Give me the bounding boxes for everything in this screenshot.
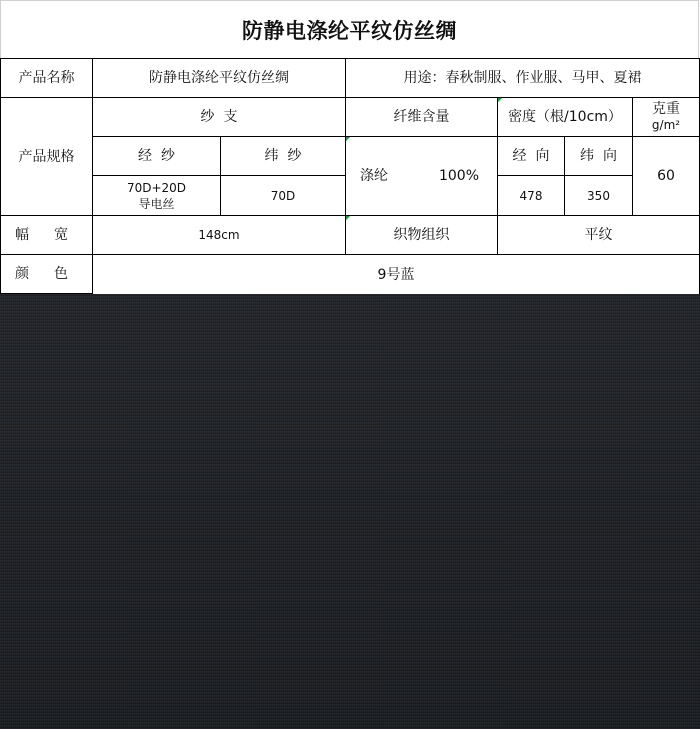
weight-value-text: 60 (657, 168, 675, 184)
warp-yarn-value (92, 175, 221, 216)
product-name-value (92, 58, 346, 98)
product-name-label (0, 58, 93, 98)
warp-yarn-value-line2: 导电丝 (138, 196, 175, 211)
weft-density-label-text: 纬 向 (580, 148, 617, 164)
weft-density-value-text: 350 (587, 188, 610, 203)
weft-density-label (564, 136, 633, 176)
fabric-swatch-photo (0, 294, 700, 729)
warp-density-value (497, 175, 565, 216)
weft-yarn-label (220, 136, 346, 176)
warp-yarn-label-text: 经 纱 (138, 148, 175, 164)
corner-mark (346, 216, 350, 220)
corner-mark (498, 98, 502, 102)
fiber-percent: 100% (438, 168, 479, 184)
weave-value (497, 215, 700, 255)
color-label-a: 颜 (15, 266, 29, 282)
width-value-text: 148cm (198, 228, 240, 242)
corner-mark (346, 137, 350, 141)
fiber-content-header (345, 97, 498, 137)
width-label-b: 宽 (54, 227, 68, 243)
weave-value-text: 平纹 (584, 227, 613, 243)
sheet-title: 防静电涤纶平纹仿丝绸 (0, 0, 699, 58)
color-value (92, 254, 700, 294)
density-header (497, 97, 633, 137)
color-label-row (1, 266, 92, 282)
weight-header-line1: 克重 (651, 101, 680, 117)
density-header-text: 密度（根/10cm） (508, 109, 622, 125)
color-label-b: 色 (54, 266, 68, 282)
product-spec-label (0, 97, 93, 216)
usage-cell (345, 58, 700, 98)
color-label (0, 254, 93, 294)
weight-header (632, 97, 700, 137)
warp-density-label (497, 136, 565, 176)
weave-label (345, 215, 498, 255)
fabric-shading (0, 294, 700, 729)
yarn-count-header-text: 纱 支 (200, 109, 238, 125)
fiber-name: 涤纶 (360, 168, 388, 184)
width-label-row (1, 227, 92, 243)
yarn-count-header (92, 97, 346, 137)
weft-yarn-value-text: 70D (270, 188, 296, 203)
product-spec-label-text: 产品规格 (18, 148, 75, 165)
warp-density-label-text: 经 向 (512, 148, 550, 164)
warp-yarn-value-stack (127, 180, 186, 212)
warp-yarn-label (92, 136, 221, 176)
fiber-content-header-text: 纤维含量 (393, 109, 450, 125)
weight-value (632, 136, 700, 216)
warp-yarn-value-line1: 70D+20D (126, 180, 187, 195)
width-label (0, 215, 93, 255)
product-name-label-text: 产品名称 (18, 70, 75, 86)
fiber-content-row (346, 168, 497, 184)
color-value-text: 9号蓝 (377, 266, 415, 283)
warp-density-value-text: 478 (519, 188, 543, 203)
fiber-content-value (345, 136, 498, 216)
spec-sheet (0, 0, 700, 294)
weft-density-value (564, 175, 633, 216)
product-name-value-text: 防静电涤纶平纹仿丝绸 (149, 70, 289, 86)
weft-yarn-label-text: 纬 纱 (264, 148, 302, 164)
weight-header-stack (652, 101, 680, 133)
weave-label-text: 织物组织 (393, 227, 450, 243)
weight-header-line2: g/m² (651, 118, 681, 132)
usage-text: 用途：春秋制服、作业服、马甲、夏裙 (403, 70, 642, 86)
width-label-a: 幅 (15, 227, 29, 243)
width-value (92, 215, 346, 255)
weft-yarn-value (220, 175, 346, 216)
